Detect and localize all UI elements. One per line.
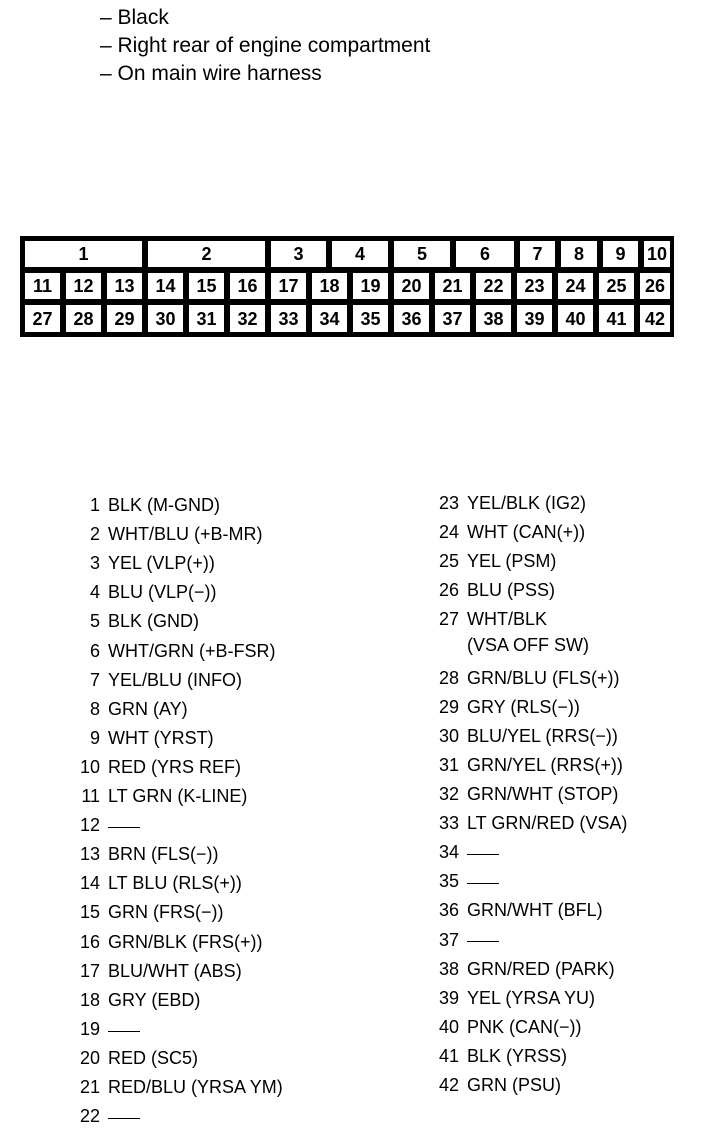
pin-number: 40 (438, 1016, 459, 1037)
pin-entry (79, 931, 263, 953)
cavity-12 (66, 273, 101, 299)
pin-wire-description: LT GRN/RED (VSA) (467, 813, 628, 834)
cavity-35 (353, 305, 388, 332)
pin-entry (438, 580, 556, 601)
cavity-20 (394, 273, 429, 299)
pin-number: 28 (438, 667, 459, 688)
pin-entry (89, 611, 200, 632)
pin-wire-description: GRN/BLK (FRS(+)) (108, 931, 263, 952)
pin-wire-description: GRN (FRS(−)) (108, 902, 224, 923)
pin-wire-description: PNK (CAN(−)) (467, 1016, 582, 1037)
unused-pin-dash (467, 941, 499, 942)
cavity-1 (25, 241, 142, 267)
pin-entry (438, 522, 586, 543)
cavity-label: 40 (565, 308, 586, 329)
pin-number: 21 (79, 1077, 100, 1097)
cavity-label: 9 (615, 244, 626, 264)
cavity-label: 18 (319, 276, 340, 296)
cavity-label: 20 (401, 276, 422, 296)
pin-wire-description: BRN (FLS(−)) (108, 844, 219, 865)
pin-number: 3 (89, 553, 100, 574)
pin-entry (89, 698, 188, 720)
cavity-10 (644, 241, 670, 267)
pin-wire-description: WHT/BLU (+B-MR) (108, 524, 263, 545)
cavity-label: 15 (196, 276, 217, 296)
pin-entry (89, 582, 217, 603)
pin-number: 38 (438, 958, 459, 979)
cavity-label: 6 (479, 244, 490, 264)
pin-entry (79, 815, 145, 836)
pin-number: 23 (438, 493, 459, 513)
pin-entry (79, 844, 219, 865)
pin-entry (89, 727, 214, 749)
cavity-6 (456, 241, 514, 267)
cavity-label: 28 (73, 308, 94, 329)
pin-number: 9 (89, 727, 100, 748)
cavity-label: 39 (524, 308, 545, 329)
cavity-label: 23 (524, 276, 545, 296)
cavity-label: 38 (483, 308, 504, 329)
pin-number: 32 (438, 784, 459, 804)
pin-entry (89, 640, 276, 662)
cavity-label: 14 (155, 276, 176, 296)
cavity-label: 42 (644, 308, 666, 329)
pin-entry (438, 900, 603, 921)
pin-number: 29 (438, 696, 459, 717)
pin-entry (438, 929, 504, 951)
cavity-17 (271, 273, 306, 299)
cavity-label: 31 (196, 308, 217, 329)
pin-number: 19 (79, 1018, 100, 1039)
pin-entry (89, 524, 263, 545)
pin-wire-description: YEL (VLP(+)) (108, 553, 215, 574)
cavity-label: 19 (360, 276, 381, 296)
cavity-label: 4 (354, 244, 365, 264)
cavity-label: 2 (201, 244, 212, 264)
pin-wire-description: YEL (YRSA YU) (467, 987, 596, 1008)
pin-wire-description: RED/BLU (YRSA YM) (108, 1077, 283, 1097)
pin-entry (438, 754, 623, 776)
pin-wire-description: GRN/RED (PARK) (467, 958, 615, 979)
cavity-3 (271, 241, 326, 267)
cavity-label: 8 (573, 244, 584, 264)
pin-wire-description: BLK (M-GND) (108, 495, 220, 515)
cavity-11 (25, 273, 60, 299)
cavity-32 (230, 305, 265, 332)
pin-number: 42 (438, 1075, 459, 1095)
pin-number: 33 (438, 813, 459, 834)
pin-wire-description: LT GRN (K-LINE) (108, 786, 248, 806)
cavity-label: 29 (114, 308, 135, 329)
cavity-label: 1 (78, 244, 89, 264)
pin-number: 27 (438, 609, 459, 630)
cavity-41 (599, 305, 634, 332)
cavity-label: 34 (319, 308, 340, 329)
unused-pin-dash (108, 1031, 140, 1032)
pin-number: 22 (79, 1106, 100, 1127)
cavity-label: 11 (32, 276, 53, 296)
pin-wire-description: WHT (CAN(+)) (467, 522, 586, 543)
cavity-label: 22 (483, 276, 504, 296)
cavity-label: 37 (442, 308, 463, 329)
pin-entry (438, 1016, 582, 1038)
pin-entry (81, 786, 248, 807)
pin-number: 26 (438, 580, 459, 601)
pin-wire-description: WHT/BLK (467, 609, 548, 630)
pin-number: 17 (79, 960, 100, 981)
pin-wire-description: WHT/GRN (+B-FSR) (108, 640, 276, 661)
cavity-40 (558, 305, 593, 332)
pin-number: 13 (79, 844, 100, 865)
pin-wire-description: BLU (VLP(−)) (108, 582, 217, 603)
pin-entry (89, 669, 243, 691)
pin-entry (79, 960, 242, 982)
cavity-13 (107, 273, 142, 299)
pin-wire-description-continued: (VSA OFF SW) (467, 635, 590, 656)
pin-entry (79, 1106, 145, 1127)
cavity-label: 41 (606, 308, 627, 329)
pin-wire-description: RED (YRS REF) (108, 756, 242, 777)
pin-number: 30 (438, 725, 459, 746)
pin-wire-description: WHT (YRST) (108, 727, 214, 748)
pin-wire-description: YEL (PSM) (467, 551, 557, 572)
cavity-label: 30 (155, 308, 176, 329)
cavity-14 (148, 273, 183, 299)
cavity-38 (476, 305, 511, 332)
cavity-label: 21 (442, 276, 463, 296)
pin-number: 6 (89, 640, 100, 661)
pin-number: 10 (79, 756, 100, 777)
pin-number: 35 (438, 871, 459, 892)
pin-number: 20 (79, 1047, 100, 1068)
pin-entry (438, 551, 557, 572)
cavity-7 (520, 241, 555, 267)
pin-entry (438, 987, 596, 1009)
unused-pin-dash (108, 827, 140, 828)
cavity-5 (394, 241, 450, 267)
pin-entry (438, 958, 615, 980)
cavity-34 (312, 305, 347, 332)
pin-number: 2 (89, 524, 100, 545)
pin-entry (438, 784, 619, 805)
cavity-21 (435, 273, 470, 299)
note-location: – Right rear of engine compartment (100, 34, 431, 57)
pin-entry (89, 553, 215, 574)
pin-entry (438, 667, 620, 689)
pin-wire-description: GRN/WHT (STOP) (467, 784, 619, 804)
pin-number: 24 (438, 522, 459, 543)
cavity-18 (312, 273, 347, 299)
pin-wire-description: GRN (AY) (108, 698, 188, 719)
cavity-4 (332, 241, 388, 267)
pin-entry (79, 873, 242, 894)
pin-entry (79, 902, 224, 923)
cavity-label: 7 (532, 244, 543, 264)
pin-entry (89, 495, 220, 516)
cavity-33 (271, 305, 306, 332)
pin-wire-description: LT BLU (RLS(+)) (108, 873, 242, 894)
pin-number: 7 (89, 669, 100, 690)
connector-notes (100, 4, 430, 88)
pin-entry (79, 1077, 283, 1098)
cavity-label: 35 (360, 308, 381, 329)
cavity-9 (603, 241, 638, 267)
pin-number: 37 (438, 929, 459, 950)
pin-entry (438, 1075, 561, 1096)
pin-wire-description: GRY (EBD) (108, 989, 201, 1010)
cavity-42 (640, 305, 670, 332)
pin-wire-description: BLU/WHT (ABS) (108, 960, 242, 981)
cavity-label: 36 (401, 308, 422, 329)
pin-number: 1 (89, 495, 100, 515)
pin-number: 16 (79, 931, 100, 952)
unused-pin-dash (467, 883, 499, 884)
pin-entry (79, 989, 201, 1011)
pin-number: 41 (438, 1045, 459, 1066)
pin-wire-description: GRN (PSU) (467, 1075, 561, 1095)
pin-wire-description: GRY (RLS(−)) (467, 696, 580, 717)
pin-wire-description: GRN/YEL (RRS(+)) (467, 754, 623, 775)
pin-number: 4 (89, 582, 100, 603)
pin-wire-description: BLU/YEL (RRS(−)) (467, 725, 618, 746)
pin-number: 11 (81, 786, 100, 806)
cavity-26 (640, 273, 670, 299)
cavity-label: 12 (73, 276, 94, 296)
cavity-23 (517, 273, 552, 299)
pin-wire-description: GRN/BLU (FLS(+)) (467, 667, 620, 688)
cavity-28 (66, 305, 101, 332)
cavity-8 (561, 241, 597, 267)
pin-entry (79, 756, 242, 778)
cavity-2 (148, 241, 265, 267)
pin-entry (79, 1047, 199, 1069)
note-color: – Black (100, 6, 169, 29)
pin-number: 25 (438, 551, 459, 572)
pin-entry (438, 493, 587, 514)
pin-wire-description: BLK (YRSS) (467, 1045, 568, 1066)
pin-number: 18 (79, 989, 100, 1010)
unused-pin-dash (108, 1118, 140, 1119)
pin-number: 12 (79, 815, 100, 836)
pin-entry (438, 725, 618, 747)
cavity-label: 3 (293, 244, 304, 264)
cavity-label: 24 (565, 276, 586, 296)
pin-wire-description: BLU (PSS) (467, 580, 556, 601)
cavity-label: 13 (114, 276, 135, 296)
pin-number: 36 (438, 900, 459, 921)
cavity-label: 16 (237, 276, 258, 296)
cavity-label: 5 (416, 244, 427, 264)
pin-wire-description: BLK (GND) (108, 611, 200, 632)
pin-wire-description: GRN/WHT (BFL) (467, 900, 603, 921)
pin-entry (438, 871, 504, 892)
cavity-36 (394, 305, 429, 332)
cavity-label: 27 (32, 308, 53, 329)
pin-number: 31 (438, 754, 459, 775)
cavity-25 (599, 273, 634, 299)
pin-wire-description: YEL/BLK (IG2) (467, 493, 587, 513)
unused-pin-dash (467, 854, 499, 855)
pin-number: 8 (89, 698, 100, 719)
pin-number: 15 (79, 902, 100, 923)
pin-entry (438, 1045, 568, 1067)
cavity-19 (353, 273, 388, 299)
connector-face-diagram (20, 236, 674, 337)
cavity-label: 17 (278, 276, 299, 296)
pin-entry (438, 696, 580, 718)
pin-entry (438, 609, 590, 656)
cavity-22 (476, 273, 511, 299)
cavity-27 (25, 305, 60, 332)
cavity-37 (435, 305, 470, 332)
cavity-24 (558, 273, 593, 299)
pin-entry (438, 842, 504, 863)
cavity-29 (107, 305, 142, 332)
pin-number: 39 (438, 987, 459, 1008)
cavity-label: 32 (237, 308, 258, 329)
cavity-30 (148, 305, 183, 332)
pin-wire-description: YEL/BLU (INFO) (108, 669, 243, 690)
cavity-16 (230, 273, 265, 299)
cavity-label: 33 (278, 308, 299, 329)
pin-number: 14 (79, 873, 100, 894)
pin-wire-description: RED (SC5) (108, 1047, 199, 1068)
cavity-label: 10 (646, 244, 668, 264)
cavity-31 (189, 305, 224, 332)
pin-number: 5 (89, 611, 100, 632)
pin-entry (438, 813, 628, 834)
cavity-39 (517, 305, 552, 332)
pin-entry (79, 1018, 145, 1040)
pin-number: 34 (438, 842, 459, 863)
note-harness: – On main wire harness (100, 62, 322, 85)
cavity-label: 25 (606, 276, 627, 296)
cavity-15 (189, 273, 224, 299)
cavity-label: 26 (644, 276, 666, 296)
